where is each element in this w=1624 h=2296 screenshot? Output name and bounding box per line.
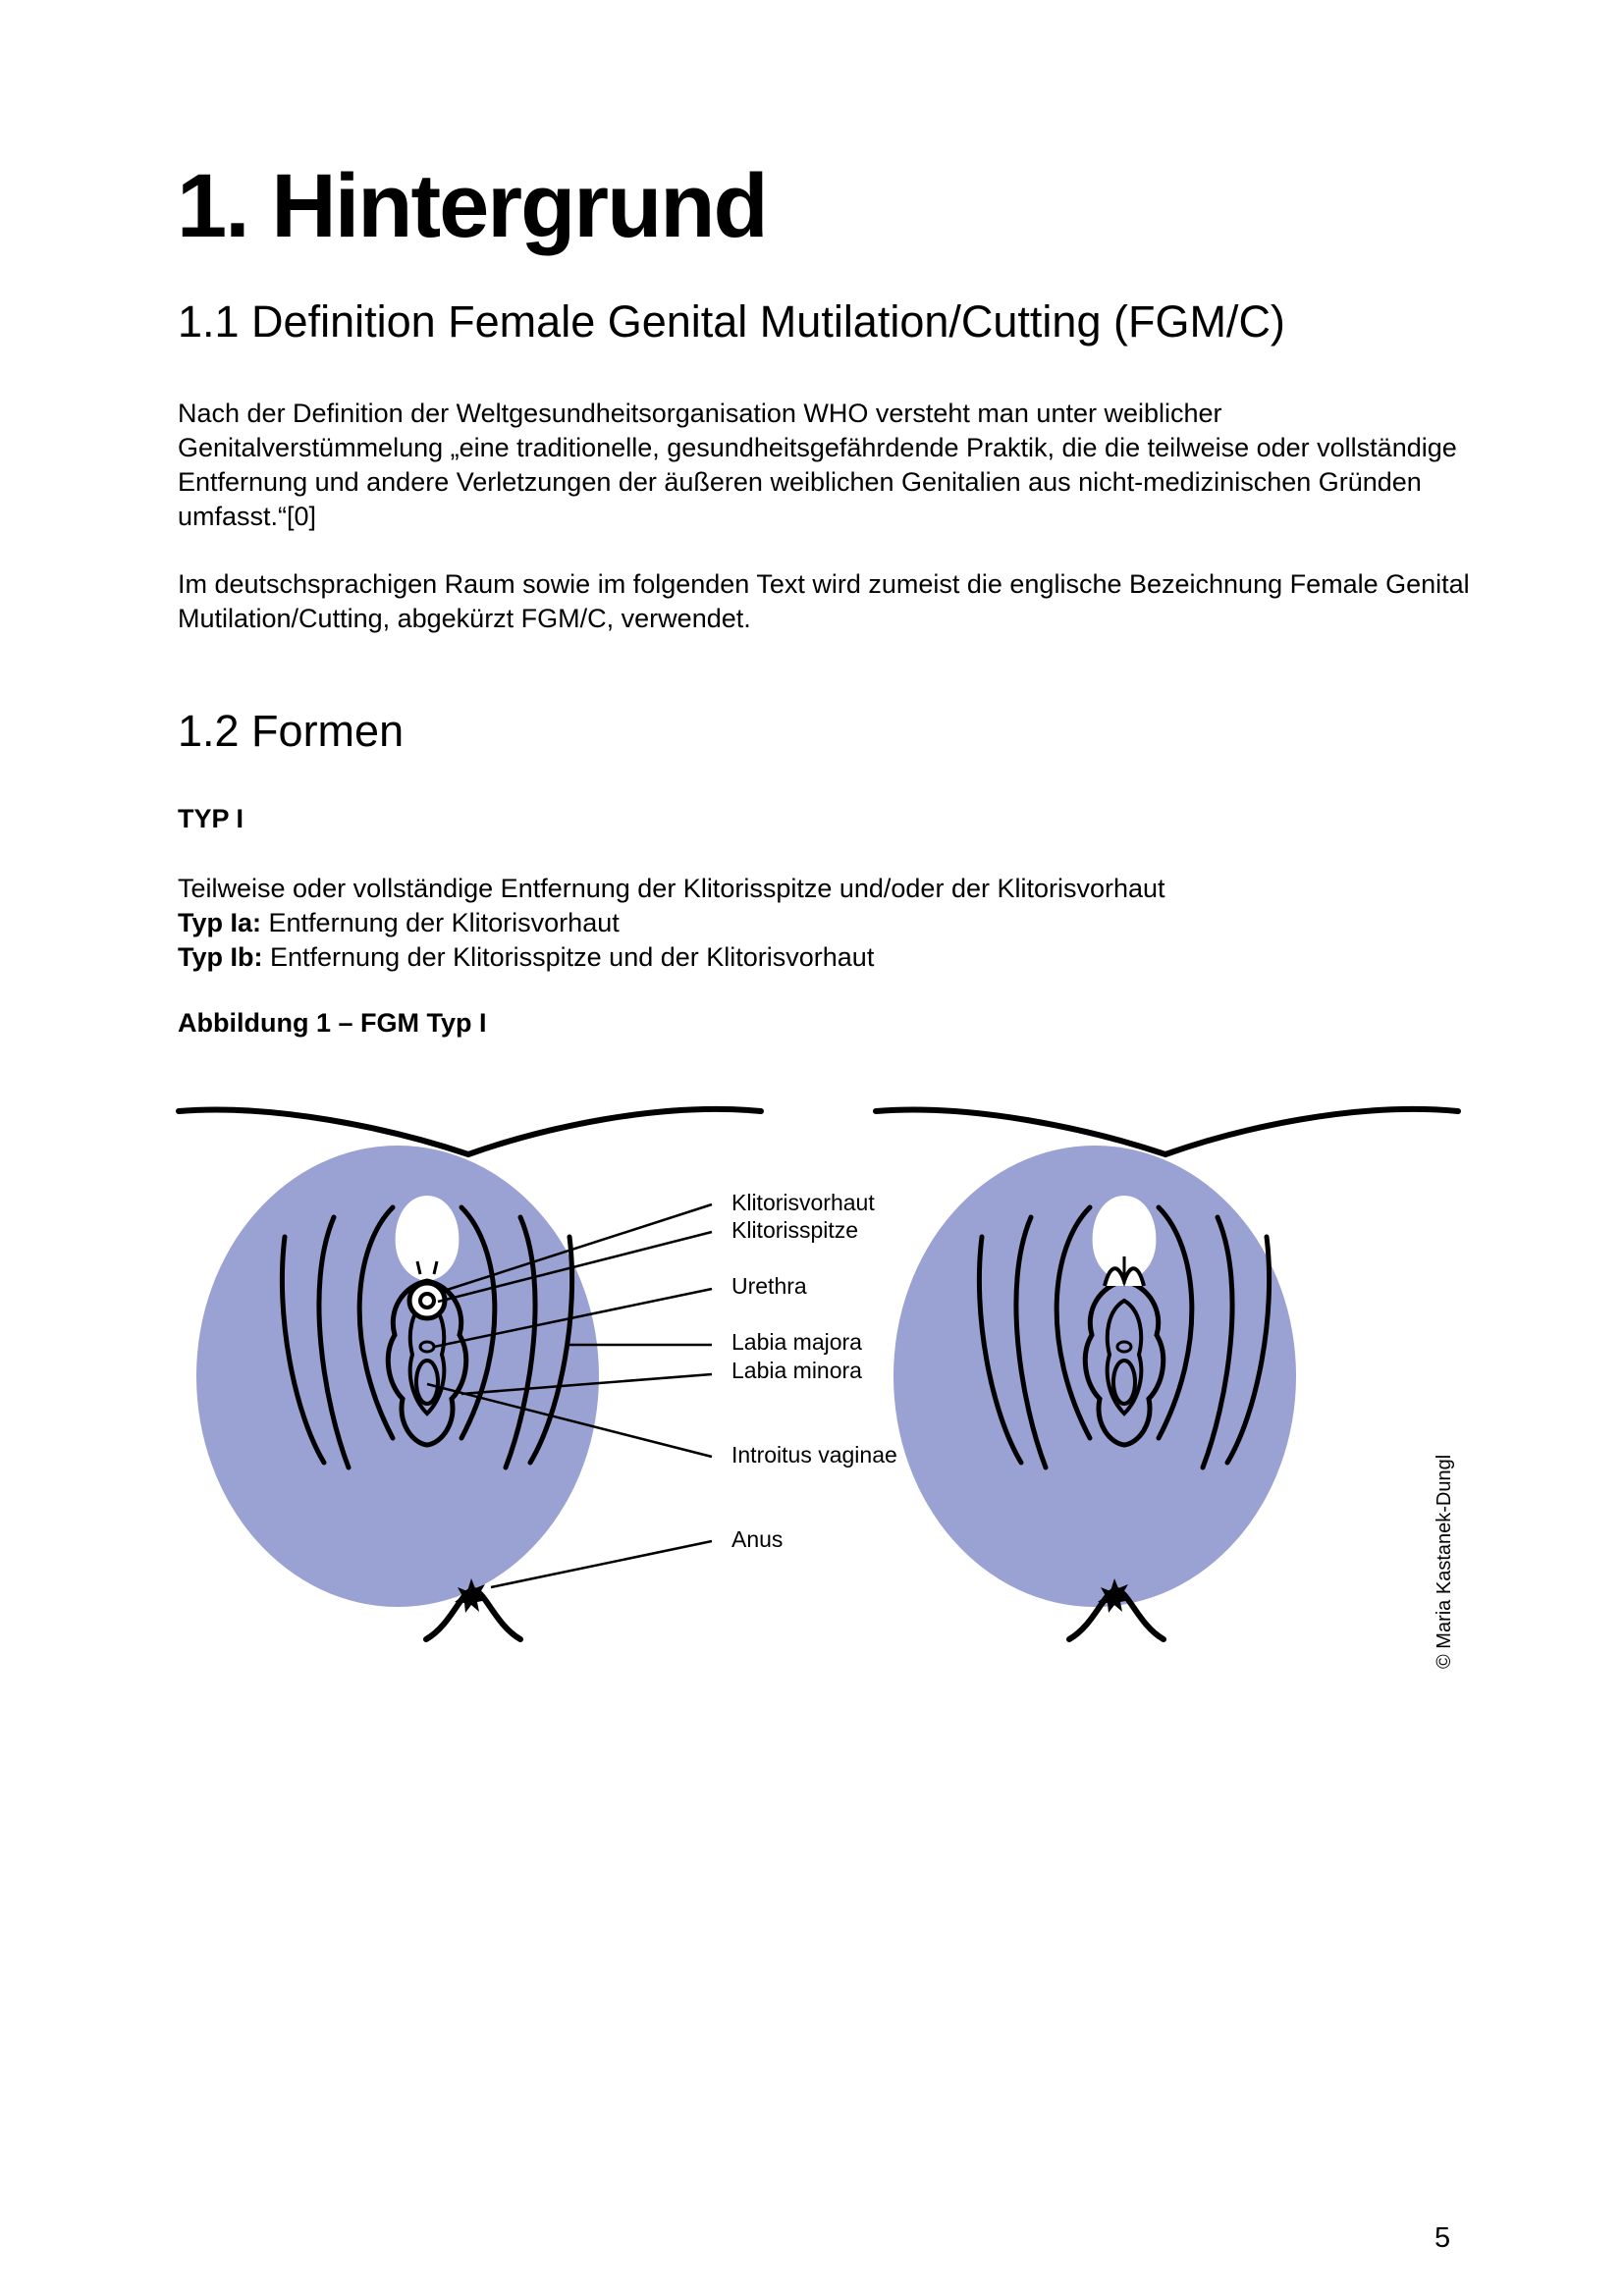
- fgm-type-i-illustration: [167, 1090, 1463, 1679]
- label-anus: Anus: [731, 1526, 784, 1552]
- type-i-description-block: [178, 872, 1165, 975]
- section-1-1-heading: 1.1 Definition Female Genital Mutilation/Cutting (FGM/C): [178, 296, 1285, 347]
- page-number: 5: [1435, 2222, 1451, 2254]
- type-i-heading: TYP I: [178, 804, 244, 833]
- section-1-2-heading: 1.2 Formen: [178, 706, 405, 756]
- label-introitus-vaginae: Introitus vaginae: [731, 1442, 897, 1468]
- hip-line-left: [179, 1109, 761, 1154]
- type-ia-label: Typ Ia:: [178, 908, 262, 937]
- label-urethra: Urethra: [731, 1273, 807, 1299]
- terminology-paragraph: Im deutschsprachigen Raum sowie im folgenden Text wird zumeist die englische Bezeichnung Female Genital Mutilation/Cutting, abgekürzt FGM/C, verwendet.: [178, 569, 1470, 633]
- label-klitorisvorhaut: Klitorisvorhaut: [731, 1190, 875, 1215]
- label-labia-majora: Labia majora: [731, 1329, 862, 1355]
- definition-paragraph: Nach der Definition der Weltgesundheitsorganisation WHO versteht man unter weiblicher Genitalverstümmelung „eine traditionelle, gesundheitsgefährdende Praktik, die die teilweise oder vollständige Entfernung und andere Verletzungen der äußeren weiblichen Genitalien aus nicht-medizinischen Gründen umfasst.“[0]: [178, 399, 1457, 531]
- figure-caption: Abbildung 1 – FGM Typ I: [178, 1008, 487, 1038]
- anatomy-after-illustration: [876, 1109, 1458, 1639]
- type-ib-line: [178, 940, 1165, 975]
- type-ib-text: Entfernung der Klitorisspitze und der Klitorisvorhaut: [270, 942, 875, 972]
- label-labia-minora: Labia minora: [731, 1358, 862, 1383]
- type-i-description: Teilweise oder vollständige Entfernung der Klitorisspitze und/oder der Klitorisvorhaut: [178, 874, 1165, 903]
- type-ia-text: Entfernung der Klitorisvorhaut: [268, 908, 620, 937]
- type-ia-line: [178, 906, 1165, 940]
- label-klitorisspitze: Klitorisspitze: [731, 1217, 859, 1243]
- page-title: 1. Hintergrund: [177, 156, 767, 256]
- white-highlight-left: [396, 1196, 460, 1281]
- type-ib-label: Typ Ib:: [178, 942, 263, 972]
- anatomy-before-illustration: [179, 1109, 761, 1639]
- illustration-copyright: © Maria Kastanek-Dungl: [1434, 1454, 1455, 1669]
